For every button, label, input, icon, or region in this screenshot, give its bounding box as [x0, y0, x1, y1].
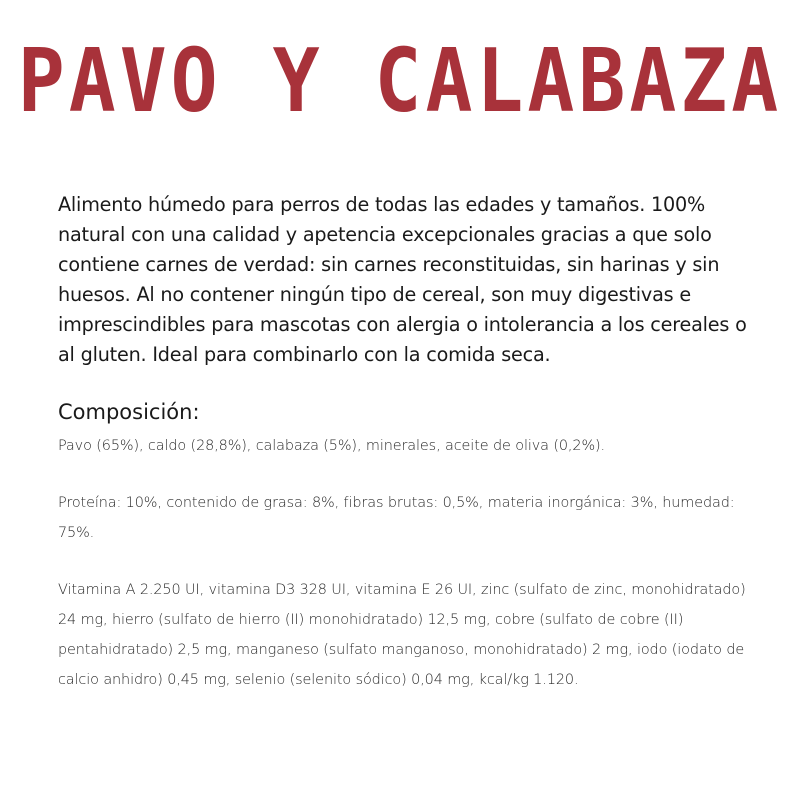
ingredients-text: Pavo (65%), caldo (28,8%), calabaza (5%), minerales, aceite de oliva (0,2%). — [58, 438, 606, 454]
composition-heading: Composición: — [58, 400, 200, 424]
product-title: PAVO Y CALABAZA — [17, 31, 783, 133]
additives-text: Vitamina A 2.250 UI, vitamina D3 328 UI, vitamina E 26 UI, zinc (sulfato de zinc, monohidratado) 24 mg, hierro (sulfato de hierro (II) monohidratado) 12,5 mg, cobre (sulfato de cobre (II) pentahidratado) 2,5 mg, manganeso (sulfato manganoso, monohidratado) 2 mg, iodo (iodato de calcio anhidro) 0,45 mg, selenio (selenito sódico) 0,04 mg, kcal/kg 1.120. — [58, 582, 746, 688]
product-description: Alimento húmedo para perros de todas las edades y tamaños. 100% natural con una calidad y apetencia excepcionales gracias a que solo contiene carnes de verdad: sin carnes reconstituidas, sin harinas y sin huesos. Al no contener ningún tipo de cereal, son muy digestivas e imprescindibles para mascotas con alergia o intolerancia a los cereales o al gluten. Ideal para combinarlo con la comida seca. — [58, 193, 747, 366]
analysis-text: Proteína: 10%, contenido de grasa: 8%, fibras brutas: 0,5%, materia inorgánica: 3%, humedad: 75%. — [58, 495, 735, 541]
